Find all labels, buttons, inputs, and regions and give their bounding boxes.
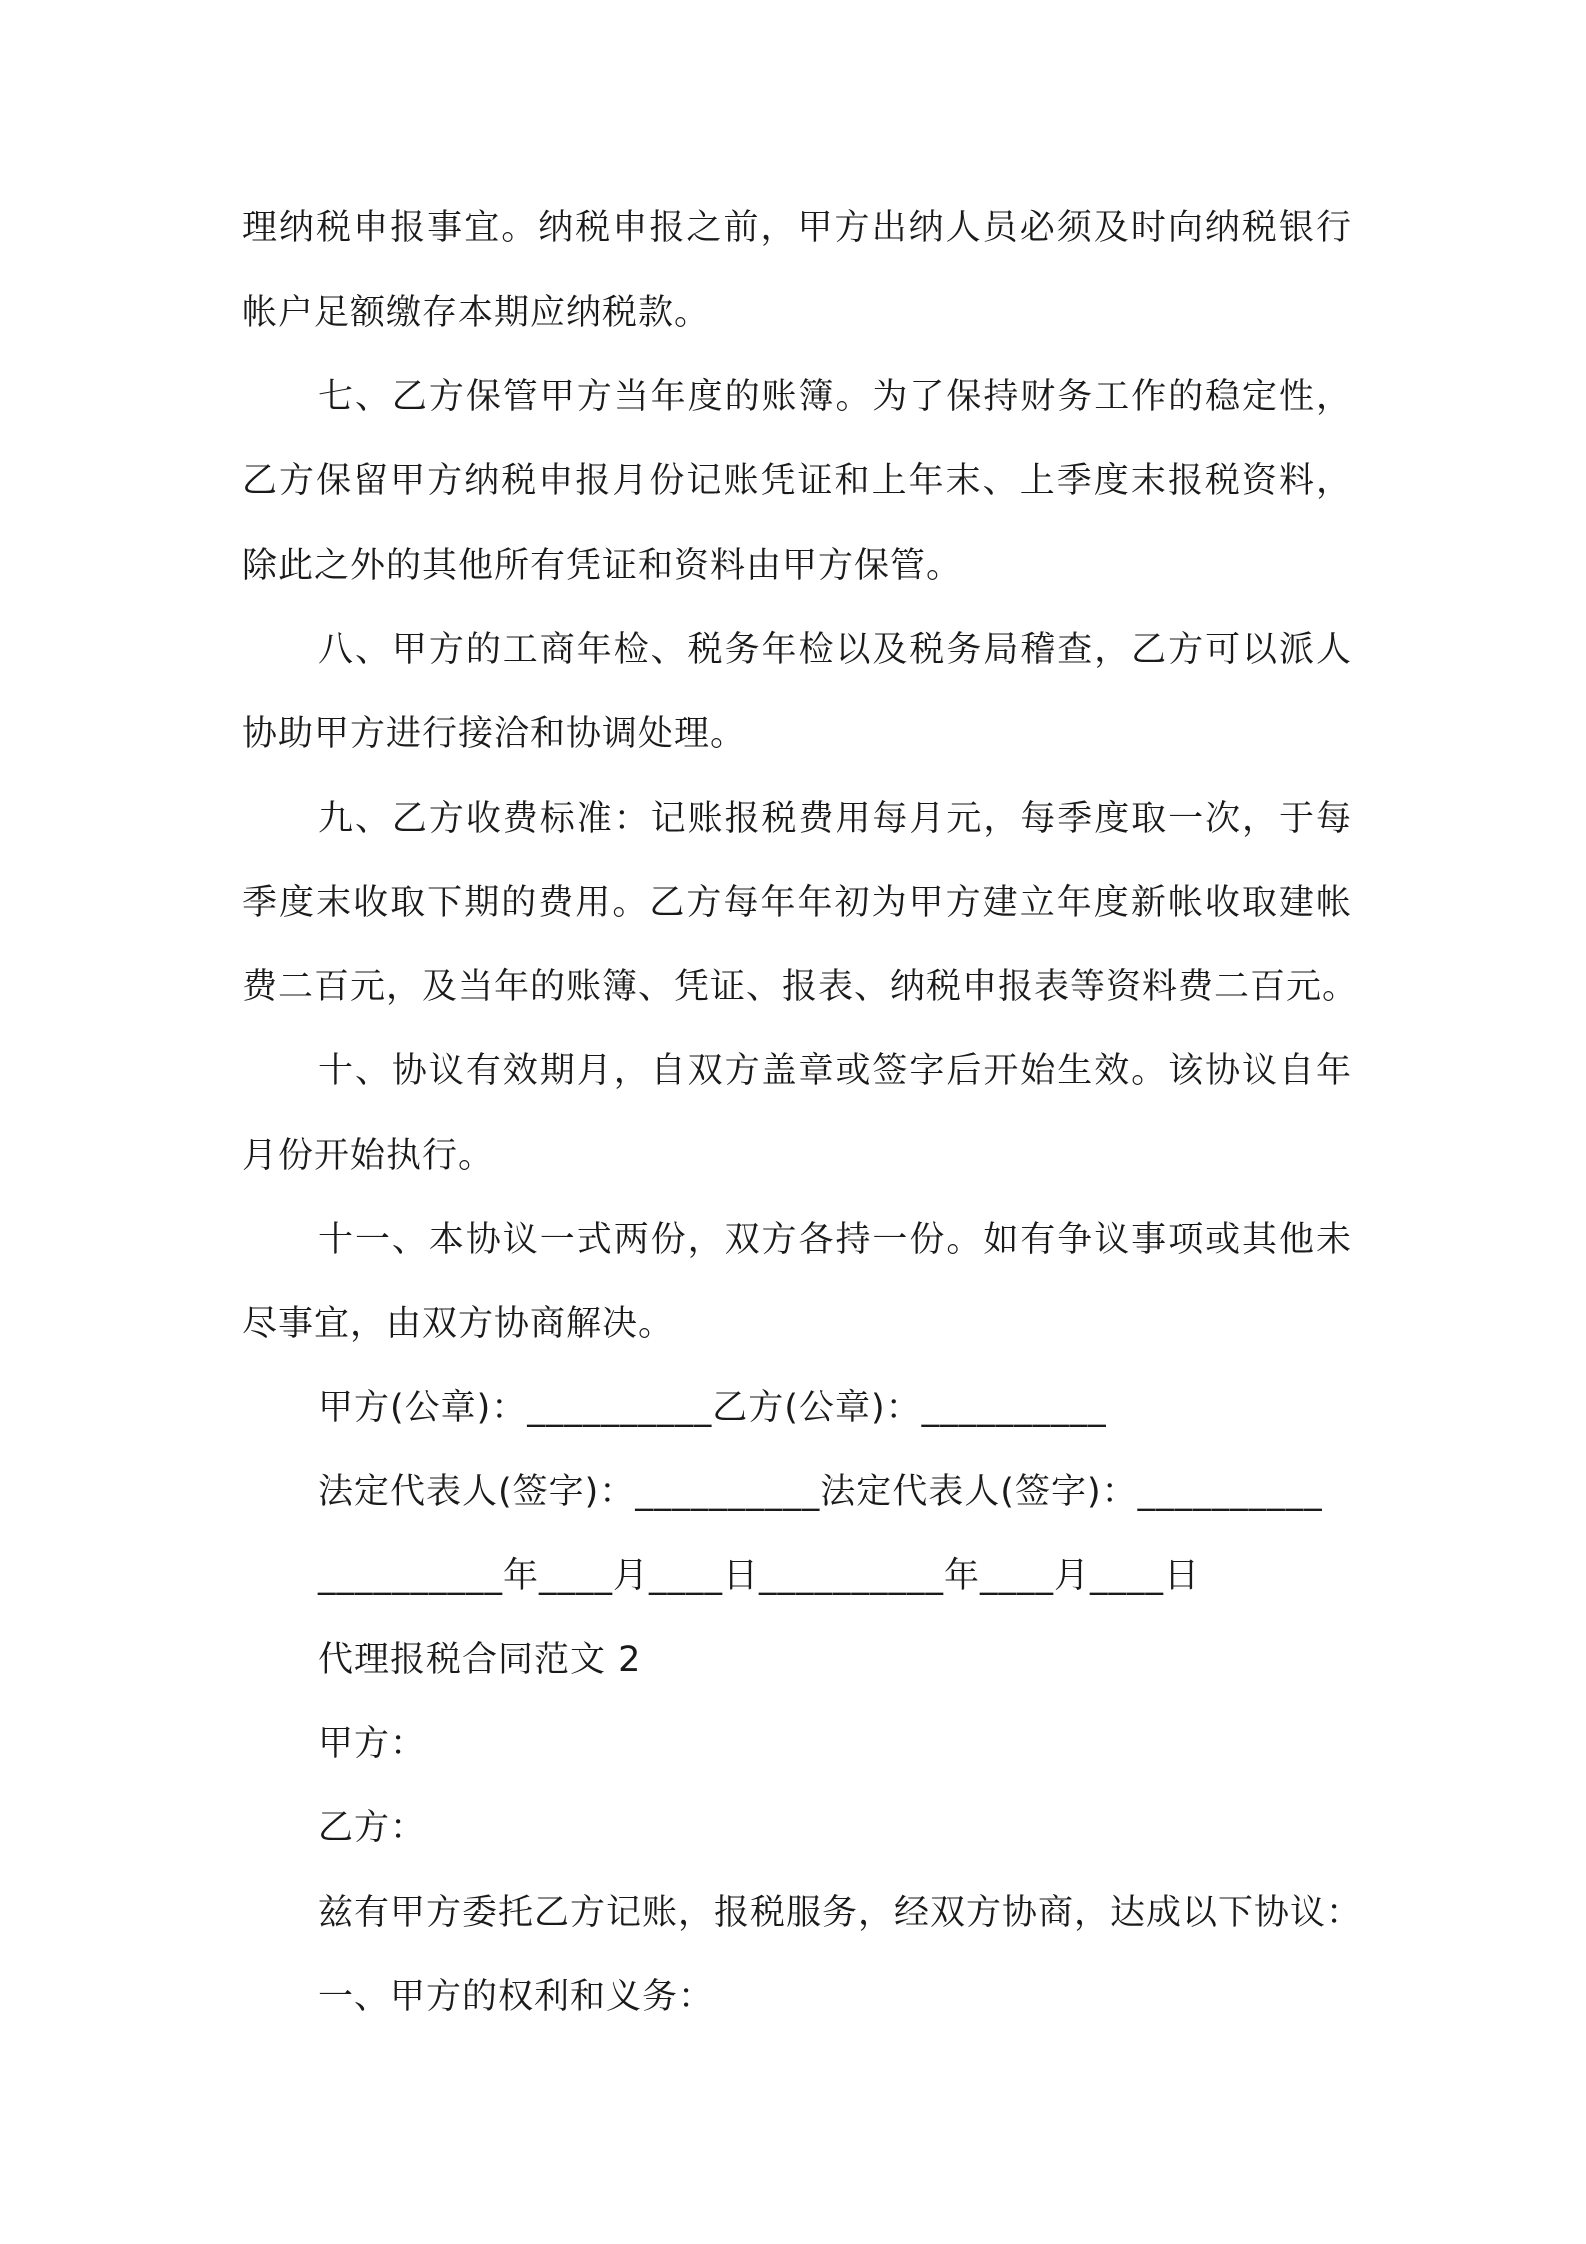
paragraph-line: 除此之外的其他所有凭证和资料由甲方保管。 (242, 546, 963, 586)
paragraph-line: 月份开始执行。 (242, 1136, 495, 1176)
paragraph-line: 费二百元，及当年的账簿、凭证、报表、纳税申报表等资料费二百元。 (242, 967, 1359, 1007)
paragraph-line: 帐户足额缴存本期应纳税款。 (242, 293, 711, 333)
paragraph-line: 尽事宜，由双方协商解决。 (242, 1304, 675, 1344)
signature-seal-line: 甲方(公章)：__________乙方(公章)：__________ (318, 1388, 1107, 1428)
party-a-label: 甲方： (318, 1724, 427, 1764)
clause-8-line: 八、甲方的工商年检、税务年检以及税务局稽查，乙方可以派人 (318, 630, 1352, 670)
clause-10-line: 十、协议有效期月，自双方盖章或签字后开始生效。该协议自年 (318, 1051, 1352, 1091)
clause-9-line: 九、乙方收费标准：记账报税费用每月元，每季度取一次，于每 (318, 799, 1352, 839)
paragraph-line: 乙方保留甲方纳税申报月份记账凭证和上年末、上季度末报税资料， (242, 461, 1352, 501)
clause-11-line: 十一、本协议一式两份，双方各持一份。如有争议事项或其他未 (318, 1220, 1352, 1260)
paragraph-line: 理纳税申报事宜。纳税申报之前，甲方出纳人员必须及时向纳税银行 (242, 208, 1352, 248)
signature-representative-line: 法定代表人(签字)：__________法定代表人(签字)：__________ (318, 1472, 1323, 1512)
party-b-label: 乙方： (318, 1808, 427, 1848)
clause-7-line: 七、乙方保管甲方当年度的账簿。为了保持财务工作的稳定性， (318, 377, 1352, 417)
clause-heading: 一、甲方的权利和义务： (318, 1977, 715, 2017)
agreement-intro: 兹有甲方委托乙方记账，报税服务，经双方协商，达成以下协议： (318, 1893, 1363, 1933)
paragraph-line: 季度末收取下期的费用。乙方每年年初为甲方建立年度新帐收取建帐 (242, 883, 1352, 923)
paragraph-line: 协助甲方进行接洽和协调处理。 (242, 714, 747, 754)
section-title: 代理报税合同范文 2 (318, 1640, 642, 1680)
signature-date-line: __________年____月____日__________年____月____日 (318, 1556, 1201, 1596)
